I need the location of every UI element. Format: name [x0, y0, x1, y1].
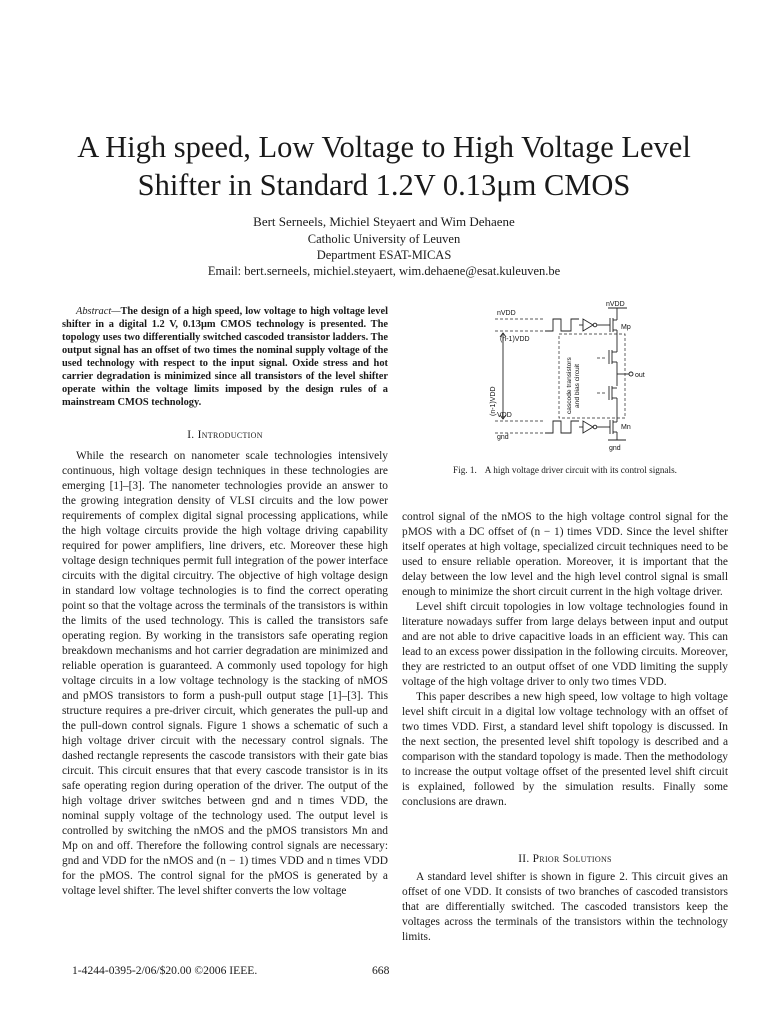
fig-label-out: out	[635, 372, 645, 379]
fig-label-gnd-bottom: gnd	[609, 445, 621, 452]
fig-label-vdd: VDD	[497, 412, 512, 419]
fig-label-mn: Mn	[621, 424, 631, 431]
prior-solutions-paragraph: A standard level shifter is shown in figure 2. This circuit gives an offset of one VDD. It consists of two branches of cascoded transistors that are differentially switched. The cascoded transistors keep the voltages across the terminals of the transistors within the technology limits.	[402, 871, 728, 943]
right-paragraph-1: control signal of the nMOS to the high voltage control signal for the pMOS with a DC offset of (n − 1) times VDD. Since the level shifter itself operates at high voltage, specialized circuit techniques need to be used to ensure reliable operation. Moreover, it is important that the delay between the low level and the high level control signal is small enough to minimize the short circuit current in the high voltage driver.	[402, 511, 728, 598]
figure-1-schematic	[475, 298, 675, 453]
figure-1-caption	[402, 464, 728, 476]
page-title	[40, 128, 728, 204]
abstract-text: The design of a high speed, low voltage to high voltage level shifter in a digital 1.2 V, 0.13μm CMOS technology is presented. The topology uses two differentially switched cascoded transistor ladders. The output signal has an offset of two times the nominal supply voltage of the used technology with respect to the input signal. Oxide stress and hot carrier degradation is minimized since all transistors of the level shifter operate within the voltage limits imposed by the design rules of a mainstream CMOS technology.	[62, 306, 388, 408]
title-line-2: Shifter in Standard 1.2V 0.13μm CMOS	[137, 168, 631, 202]
authors-block	[60, 214, 708, 279]
figure-1-caption-text: A high voltage driver circuit with its control signals.	[484, 465, 677, 475]
fig-label-n1vdd: (n-1)VDD	[500, 336, 530, 343]
fig-label-mp: Mp	[621, 324, 631, 331]
author-email: Email: bert.serneels, michiel.steyaert, wim.dehaene@esat.kuleuven.be	[207, 264, 561, 278]
fig-label-cascode: cascode transistors	[566, 357, 573, 414]
right-paragraph-2: Level shift circuit topologies in low voltage technologies found in literature nowadays suffer from large delays between input and output and are not able to drive capacitive loads in an efficient way. This can lead to an excess power dissipation in the following circuits. Moreover, they are restricted to an output offset of one VDD limiting the supply voltage of the high voltage driver to only two times VDD.	[402, 601, 728, 688]
intro-paragraph: While the research on nanometer scale technologies intensively continuous, high voltage design techniques in these technologies are emerging [1]–[3]. The nanometer technologies provide an answer to the growing integration density of VLSI circuits and the low power requirements of complex digital signal processing applications, while the high voltage circuits provide the high voltage driving capability required for power amplifiers, line drivers, etc. Moreover these high voltage design techniques permit full integration of the power interface circuits with the digital circuitry. The objective of high voltage design in standard low voltage technologies is to find the correct operating point so that the voltage across the terminals of the transistors is within the limits of the used technology. This is called the transistors safe operating region. By working in the transistors safe operating region breakdown mechanisms and hot carrier degradation are minimized and reliable operation is guaranteed. A commonly used topology for high voltage circuits in a low voltage technology is the stacking of nMOS and pMOS transistors to form a push-pull output stage [1]–[3]. This structure requires a pre-driver circuit, which generates the pull-up and the pull-down control signals. Figure 1 shows a schematic of such a high voltage driver circuit with the necessary control signals. The dashed rectangle represents the cascode transistors with their gate bias circuit. This circuit ensures that that every cascode transistor is in its safe operating region during operation of the driver. The output of the high voltage driver switches between gnd and n times VDD, the nominal supply voltage of the technology used. The output level is controlled by switching the nMOS and the pMOS transistors Mn and Mp on and off. Therefore the following control signals are necessary: gnd and VDD for the nMOS and (n − 1) times VDD and n times VDD for the pMOS. The control signal for the pMOS is generated by a voltage level shifter. The level shifter converts the low voltage	[62, 450, 388, 897]
page-number: 668	[372, 964, 390, 977]
right-paragraph-3: This paper describes a new high speed, low voltage to high voltage level shift circuit in a digital low voltage technology with an offset of two times VDD. First, a standard level shift topology is discussed. In the next section, the presented level shift topology is described and a comparison with the standard topology is made. Then the methodology to increase the output voltage offset of the presented level shift circuit is explained, followed by the simulation results. Finally some conclusions are drawn.	[402, 691, 728, 808]
author-names: Bert Serneels, Michiel Steyaert and Wim Dehaene	[253, 214, 515, 229]
section-heading-prior-solutions: II. Prior Solutions	[518, 853, 612, 865]
section-heading-introduction: I. Introduction	[187, 429, 263, 441]
fig-label-bias: and bias circuit	[574, 364, 581, 408]
left-column-body	[62, 449, 388, 899]
department: Department ESAT-MICAS	[316, 248, 452, 262]
affiliation: Catholic University of Leuven	[307, 232, 461, 246]
fig-label-n1vdd-vertical: (n-1)VDD	[490, 386, 497, 416]
footer-isbn: 1-4244-0395-2/06/$20.00 ©2006 IEEE.	[72, 964, 258, 977]
fig-label-nvdd-top: nVDD	[606, 301, 625, 308]
fig-label-nvdd-left: nVDD	[497, 310, 516, 317]
title-line-1: A High speed, Low Voltage to High Voltage Level	[77, 130, 691, 164]
right-column-body	[402, 510, 728, 810]
fig-label-gnd-left: gnd	[497, 434, 509, 441]
abstract	[62, 305, 388, 409]
abstract-lead: Abstract—	[76, 306, 121, 317]
prior-solutions-body	[402, 870, 728, 945]
figure-1-number: Fig. 1.	[453, 465, 477, 475]
